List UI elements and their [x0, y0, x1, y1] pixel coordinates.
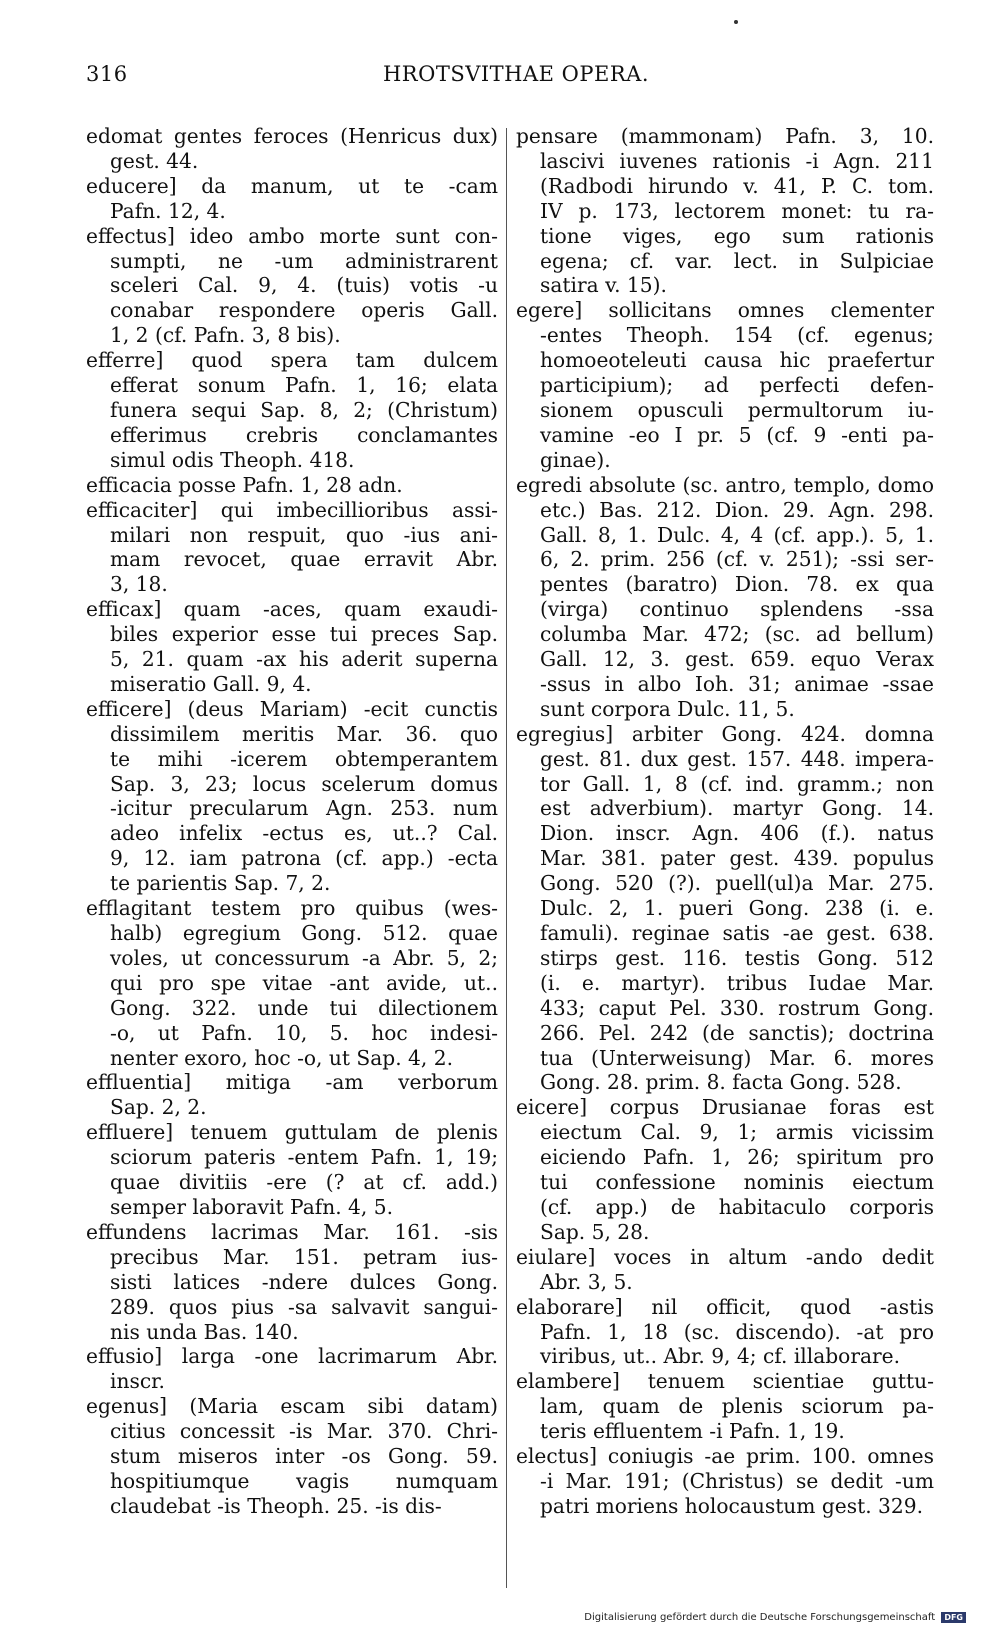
entry-line: miseratio Gall. 9, 4. — [110, 671, 312, 696]
entry-line: efficere] (deus Mariam) -ecit cunctis — [86, 696, 498, 721]
entry-line: effluere] tenuem guttulam de plenis — [86, 1120, 498, 1145]
entry-line: Sap. 2, 2. — [110, 1095, 207, 1120]
entry-line: tione viges, ego sum rationis — [540, 223, 934, 248]
entry-line: efficax] quam -aces, quam exaudi- — [86, 597, 498, 622]
entry-line: pentes (baratro) Dion. 78. ex qua — [540, 572, 934, 597]
entry-line: mam revocet, quae erravit Abr. — [110, 547, 498, 572]
stray-dot — [734, 20, 738, 24]
entry-line: Gong. 28. prim. 8. facta Gong. 528. — [540, 1070, 902, 1095]
entry-line: lam, quam de plenis sciorum pa- — [540, 1394, 934, 1419]
entry-line: sisti latices -ndere dulces Gong. — [110, 1269, 498, 1294]
entry-line: efferimus crebris conclamantes — [110, 422, 498, 447]
entry-line: tua (Unterweisung) Mar. 6. mores — [540, 1045, 934, 1070]
index-entry — [86, 597, 498, 697]
entry-line: effusio] larga -one lacrimarum Abr. — [86, 1344, 498, 1369]
entry-line: 9, 12. iam patrona (cf. app.) -ecta — [110, 846, 498, 871]
entry-line: halb) egregium Gong. 512. quae — [110, 921, 498, 945]
dfg-logo: DFG — [941, 1612, 966, 1623]
index-entry — [516, 1444, 934, 1519]
entry-line: satira v. 15). — [540, 273, 667, 298]
entry-line: Gong. 322. unde tui dilectionem — [110, 995, 498, 1020]
entry-line: quae divitiis -ere (? at cf. add.) — [110, 1170, 498, 1195]
entry-line: milari non respuit, quo -ius ani- — [110, 522, 498, 547]
entry-line: lascivi iuvenes rationis -i Agn. 211 — [540, 148, 934, 173]
entry-line: Abr. 3, 5. — [540, 1269, 633, 1294]
entry-line: efflagitant testem pro quibus (wes- — [86, 896, 498, 921]
entry-line: elambere] tenuem scientiae guttu- — [516, 1369, 934, 1394]
entry-line: tor Gall. 1, 8 (cf. ind. gramm.; non — [540, 771, 934, 796]
index-entry — [86, 1120, 498, 1220]
entry-line: conabar respondere operis Gall. — [110, 298, 498, 323]
entry-line: (cf. app.) de habitaculo corporis — [540, 1194, 934, 1219]
footer-text: Digitalisierung gefördert durch die Deutsche Forschungsgemeinschaft — [584, 1612, 936, 1623]
entry-line: effundens lacrimas Mar. 161. -sis — [86, 1219, 498, 1244]
entry-line: stum miseros inter -os Gong. 59. — [110, 1444, 498, 1469]
entry-line: te mihi -icerem obtemperantem — [110, 746, 498, 771]
entry-line: ginae). — [540, 447, 611, 472]
entry-line: IV p. 173, lectorem monet: tu ra- — [540, 198, 934, 223]
entry-line: eicere] corpus Drusianae foras est — [516, 1095, 934, 1120]
entry-line: 266. Pel. 242 (de sanctis); doctrina — [540, 1020, 934, 1045]
entry-line: egere] sollicitans omnes clementer — [516, 298, 934, 323]
entry-line: nis unda Bas. 140. — [110, 1319, 299, 1344]
right-column — [516, 124, 934, 1519]
entry-line: sceleri Cal. 9, 4. (tuis) votis -u — [110, 273, 498, 298]
entry-line: 289. quos pius -sa salvavit sangui- — [110, 1294, 498, 1319]
entry-line: teris effluentem -i Pafn. 1, 19. — [540, 1419, 845, 1444]
index-entry — [86, 1394, 498, 1519]
index-entry — [516, 1295, 934, 1370]
entry-line: effluentia] mitiga -am verborum — [86, 1070, 498, 1095]
entry-line: effectus] ideo ambo morte sunt con- — [86, 223, 498, 248]
entry-line: -ssus in albo Ioh. 31; animae -ssae — [540, 671, 934, 696]
entry-line: gest. 81. dux gest. 157. 448. impera- — [540, 746, 934, 771]
entry-line: dissimilem meritis Mar. 36. quo — [110, 721, 498, 746]
entry-line: elaborare] nil officit, quod -astis — [516, 1294, 934, 1319]
entry-line: Pafn. 1, 18 (sc. discendo). -at pro — [540, 1319, 934, 1344]
entry-line: adeo infelix -ectus es, ut..? Cal. — [110, 821, 498, 846]
index-entry — [86, 1220, 498, 1345]
entry-line: egenus] (Maria escam sibi datam) — [86, 1394, 498, 1419]
entry-line: Sap. 3, 23; locus scelerum domus — [110, 771, 498, 796]
entry-line: 1, 2 (cf. Pafn. 3, 8 bis). — [110, 323, 341, 348]
entry-line: Mar. 381. pater gest. 439. populus — [540, 846, 934, 871]
page-header — [86, 62, 946, 96]
entry-line: -icitur precularum Agn. 253. num — [110, 796, 498, 821]
entry-line: 6, 2. prim. 256 (cf. v. 251); -ssi ser- — [540, 547, 934, 572]
entry-line: eiulare] voces in altum -ando dedit — [516, 1244, 934, 1269]
page-number: 316 — [86, 62, 128, 86]
entry-line: tui confessione nominis eiectum — [540, 1170, 934, 1195]
entry-line: qui pro spe vitae -ant avide, ut.. — [110, 970, 498, 995]
entry-line: 3, 18. — [110, 572, 168, 597]
index-entry — [86, 498, 498, 598]
footer-credit — [584, 1612, 966, 1623]
left-column — [86, 124, 498, 1519]
entry-line: efferre] quod spera tam dulcem — [86, 348, 498, 373]
entry-line: est adverbium). martyr Gong. 14. — [540, 796, 934, 821]
entry-line: stirps gest. 116. testis Gong. 512 — [540, 945, 934, 970]
entry-line: homoeoteleuti causa hic praefertur — [540, 348, 934, 373]
entry-line: Gall. 12, 3. gest. 659. equo Verax — [540, 647, 934, 672]
index-entry — [516, 473, 934, 722]
index-entry — [86, 224, 498, 349]
entry-line: 433; caput Pel. 330. rostrum Gong. — [540, 995, 934, 1020]
entry-line: pensare (mammonam) Pafn. 3, 10. — [516, 124, 934, 148]
entry-line: participium); ad perfecti defen- — [540, 373, 934, 398]
entry-line: sciorum pateris -entem Pafn. 1, 19; — [110, 1145, 498, 1170]
entry-line: vamine -eo I pr. 5 (cf. 9 -enti pa- — [540, 422, 934, 447]
entry-line: simul odis Theoph. 418. — [110, 447, 355, 472]
index-entry — [516, 298, 934, 472]
entry-line: (virga) continuo splendens -ssa — [540, 597, 934, 622]
entry-line: etc.) Bas. 212. Dion. 29. Agn. 298. — [540, 497, 934, 522]
entry-line: sumpti, ne -um administrarent — [110, 248, 498, 273]
entry-line: -o, ut Pafn. 10, 5. hoc indesi- — [110, 1020, 498, 1045]
entry-line: funera sequi Sap. 8, 2; (Christum) — [110, 397, 498, 422]
entry-line: Dulc. 2, 1. pueri Gong. 238 (i. e. — [540, 896, 934, 921]
entry-line: egredi absolute (sc. antro, templo, domo — [516, 472, 934, 497]
entry-line: efficacia posse Pafn. 1, 28 adn. — [86, 472, 403, 497]
entry-line: viribus, ut.. Abr. 9, 4; cf. illaborare. — [540, 1344, 901, 1369]
entry-line: sionem opusculi permultorum iu- — [540, 397, 934, 422]
index-entry — [516, 1369, 934, 1444]
entry-line: hospitiumque vagis numquam — [110, 1468, 498, 1493]
entry-line: patri moriens holocaustum gest. 329. — [540, 1493, 923, 1518]
index-entry — [86, 124, 498, 174]
entry-line: eiciendo Pafn. 1, 26; spiritum pro — [540, 1145, 934, 1170]
entry-line: -entes Theoph. 154 (cf. egenus; — [540, 323, 934, 348]
entry-line: gest. 44. — [110, 148, 199, 173]
entry-line: famuli). reginae satis -ae gest. 638. — [540, 921, 934, 945]
index-entry — [516, 124, 934, 298]
index-entry — [86, 697, 498, 896]
index-entry — [516, 1095, 934, 1244]
entry-line: efficaciter] qui imbecillioribus assi- — [86, 497, 498, 522]
index-entry — [86, 348, 498, 473]
entry-line: citius concessit -is Mar. 370. Chri- — [110, 1419, 498, 1444]
entry-line: edomat gentes feroces (Henricus dux) — [86, 124, 498, 148]
entry-line: semper laboravit Pafn. 4, 5. — [110, 1194, 393, 1219]
entry-line: precibus Mar. 151. petram ius- — [110, 1244, 498, 1269]
entry-line: nenter exoro, hoc -o, ut Sap. 4, 2. — [110, 1045, 453, 1070]
entry-line: electus] coniugis -ae prim. 100. omnes — [516, 1444, 934, 1469]
index-entry — [86, 473, 498, 498]
entry-line: sunt corpora Dulc. 11, 5. — [540, 696, 795, 721]
entry-line: inscr. — [110, 1369, 165, 1394]
index-entry — [86, 1344, 498, 1394]
entry-line: egena; cf. var. lect. in Sulpiciae — [540, 248, 934, 273]
entry-line: -i Mar. 191; (Christus) se dedit -um — [540, 1468, 934, 1493]
entry-line: Gong. 520 (?). puell(ul)a Mar. 275. — [540, 871, 934, 896]
entry-line: Dion. inscr. Agn. 406 (f.). natus — [540, 821, 934, 846]
column-divider — [506, 128, 507, 1588]
entry-line: educere] da manum, ut te -cam — [86, 173, 498, 198]
entry-line: claudebat -is Theoph. 25. -is dis- — [110, 1493, 442, 1518]
entry-line: (Radbodi hirundo v. 41, P. C. tom. — [540, 173, 934, 198]
entry-line: (i. e. martyr). tribus Iudae Mar. — [540, 970, 934, 995]
index-entry — [86, 896, 498, 1070]
entry-line: Pafn. 12, 4. — [110, 198, 226, 223]
index-entry — [86, 1070, 498, 1120]
entry-line: Sap. 5, 28. — [540, 1219, 650, 1244]
entry-line: te parientis Sap. 7, 2. — [110, 871, 331, 896]
entry-line: Gall. 8, 1. Dulc. 4, 4 (cf. app.). 5, 1. — [540, 522, 934, 547]
entry-line: efferat sonum Pafn. 1, 16; elata — [110, 373, 498, 398]
entry-line: 5, 21. quam -ax his aderit superna — [110, 647, 498, 672]
index-entry — [516, 1245, 934, 1295]
index-entry — [516, 722, 934, 1096]
entry-line: biles experior esse tui preces Sap. — [110, 622, 498, 647]
entry-line: egregius] arbiter Gong. 424. domna — [516, 721, 934, 746]
index-entry — [86, 174, 498, 224]
entry-line: eiectum Cal. 9, 1; armis vicissim — [540, 1120, 934, 1145]
running-title: HROTSVITHAE OPERA. — [382, 62, 649, 86]
entry-line: columba Mar. 472; (sc. ad bellum) — [540, 622, 934, 647]
entry-line: voles, ut concessurum -a Abr. 5, 2; — [110, 945, 498, 970]
